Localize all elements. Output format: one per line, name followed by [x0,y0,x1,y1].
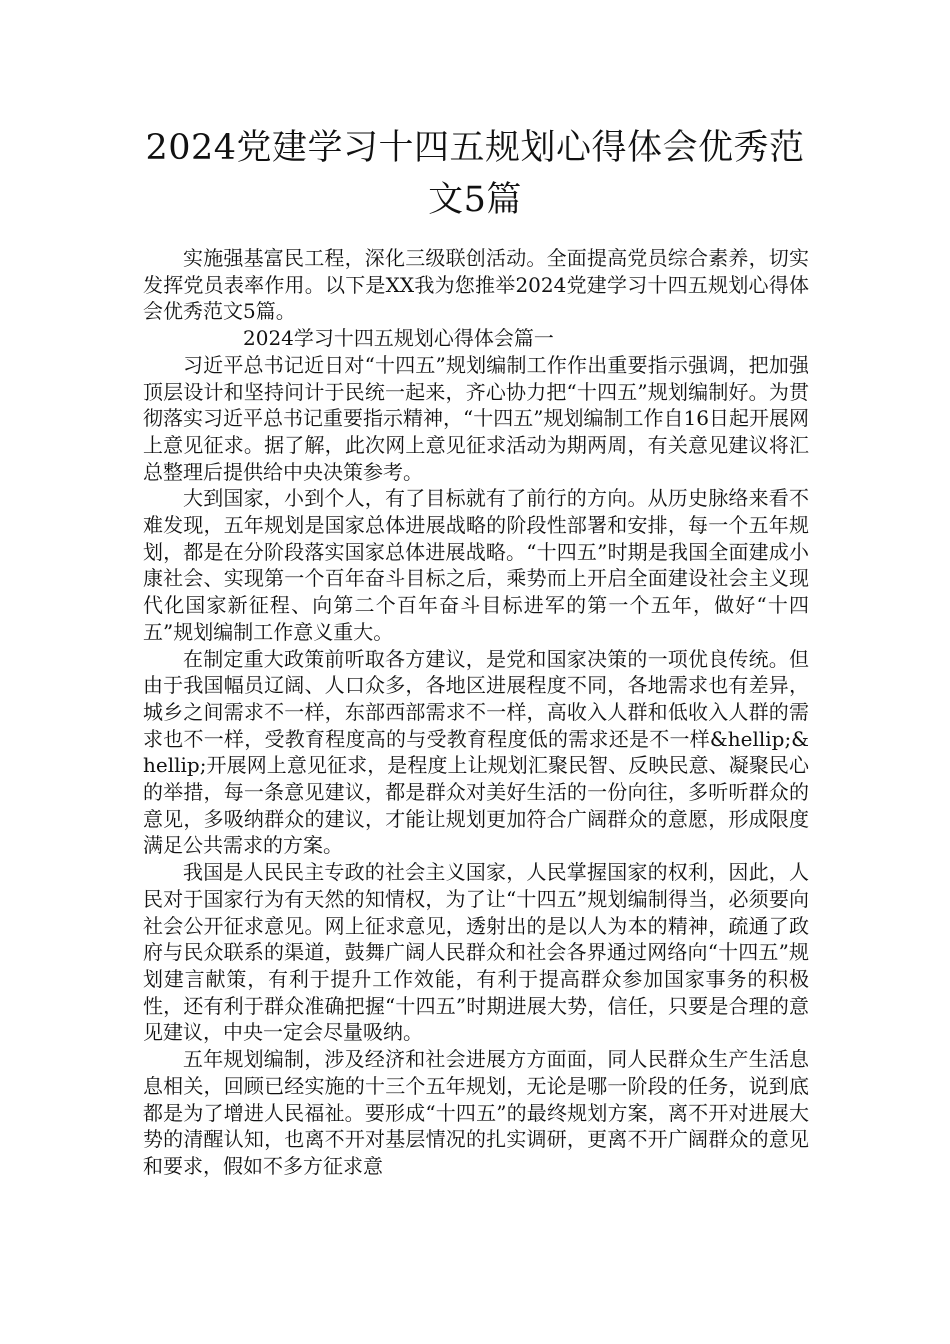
title-line-2: 文5篇 [428,180,522,220]
intro-paragraph: 实施强基富民工程，深化三级联创活动。全面提高党员综合素养，切实发挥党员表率作用。以下是XX我为您推举2024党建学习十四五规划心得体会优秀范文5篇。 [143,246,809,324]
document-body [143,245,809,1180]
body-paragraph: 大到国家，小到个人，有了目标就有了前行的方向。从历史脉络来看不难发现，五年规划是国家总体进展战略的阶段性部署和安排，每一个五年规划，都是在分阶段落实国家总体进展战略。“十四五”时期是我国全面建成小康社会、实现第一个百年奋斗目标之后，乘势而上开启全面建设社会主义现代化国家新征程、向第二个百年奋斗目标进军的第一个五年，做好“十四五”规划编制工作意义重大。 [143,486,809,644]
section-heading: 2024学习十四五规划心得体会篇一 [243,326,554,351]
title-line-1: 2024党建学习十四五规划心得体会优秀范 [145,128,805,168]
body-paragraph: 我国是人民民主专政的社会主义国家，人民掌握国家的权利，因此，人民对于国家行为有天然的知情权，为了让“十四五”规划编制得当，必须要向社会公开征求意见。网上征求意见，透射出的是以人为本的精神，疏通了政府与民众联系的渠道，鼓舞广阔人民群众和社会各界通过网络向“十四五”规划建言献策，有利于提升工作效能，有利于提高群众参加国家事务的积极性，还有利于群众准确把握“十四五”时期进展大势，信任，只要是合理的意见建议，中央一定会尽量吸纳。 [143,860,809,1045]
document-title [100,122,850,226]
body-paragraph: 五年规划编制，涉及经济和社会进展方方面面，同人民群众生产生活息息相关，回顾已经实施的十三个五年规划，无论是哪一阶段的任务，说到底都是为了增进人民福祉。要形成“十四五”的最终规划方案，离不开对进展大势的清醒认知，也离不开对基层情况的扎实调研，更离不开广阔群众的意见和要求，假如不多方征求意 [143,1047,809,1178]
body-paragraph: 习近平总书记近日对“十四五”规划编制工作作出重要指示强调，把加强顶层设计和坚持问计于民统一起来，齐心协力把“十四五”规划编制好。为贯彻落实习近平总书记重要指示精神，“十四五”规划编制工作自16日起开展网上意见征求。据了解，此次网上意见征求活动为期两周，有关意见建议将汇总整理后提供给中央决策参考。 [143,352,809,484]
body-paragraph: 在制定重大政策前听取各方建议，是党和国家决策的一项优良传统。但由于我国幅员辽阔、人口众多，各地区进展程度不同，各地需求也有差异，城乡之间需求不一样，东部西部需求不一样，高收入人群和低收入人群的需求也不一样，受教育程度高的与受教育程度低的需求还是不一样&hellip;&hellip;开展网上意见征求，是程度上让规划汇聚民智、反映民意、凝聚民心的举措，每一条意见建议，都是群众对美好生活的一份向往，多听听群众的意见，多吸纳群众的建议，才能让规划更加符合广阔群众的意愿，形成限度满足公共需求的方案。 [143,646,809,858]
